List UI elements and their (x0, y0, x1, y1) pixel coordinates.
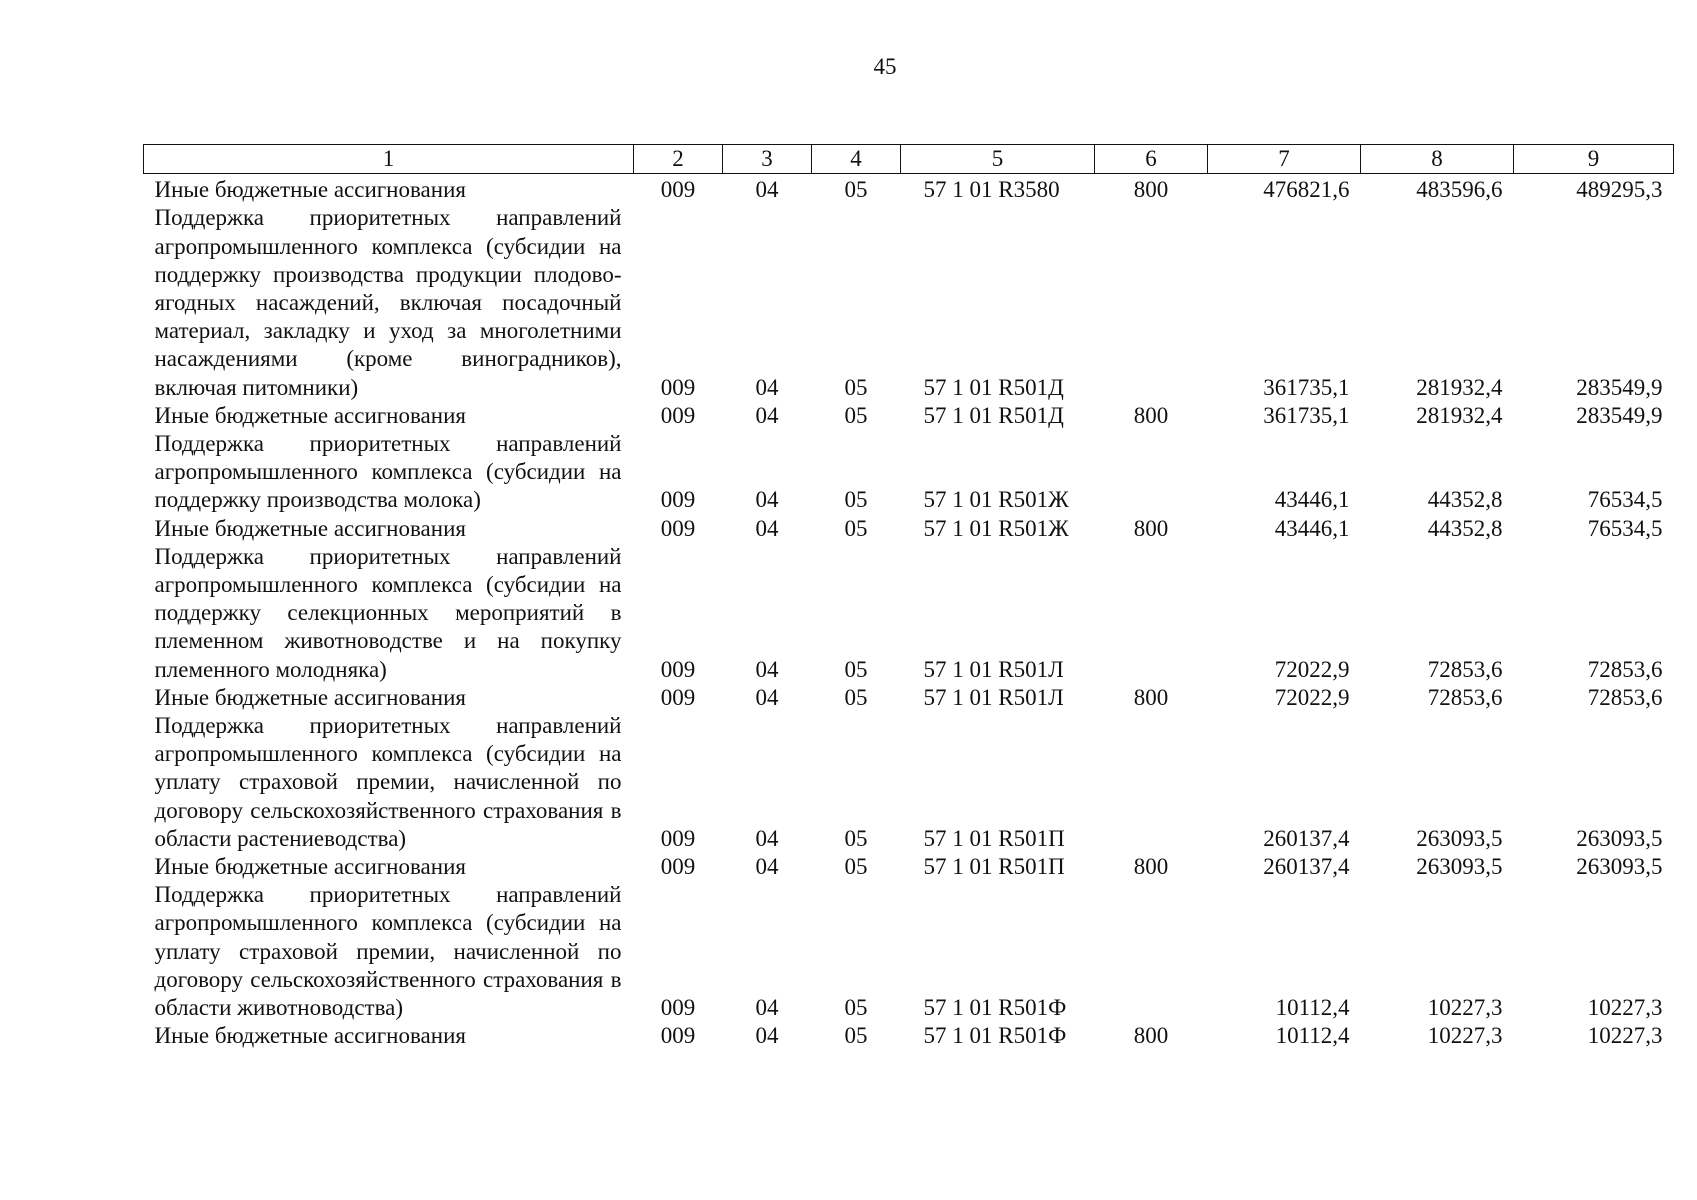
expense-type-code: 800 (1133, 684, 1169, 710)
amount-year-2: 44352,8 (1427, 515, 1503, 541)
row-description: Иные бюджетные ассигнования (154, 402, 466, 428)
target-article-code: 57 1 01 R501Л (923, 656, 1064, 682)
amount-year-3: 76534,5 (1587, 515, 1663, 541)
ministry-code: 009 (660, 684, 696, 710)
amount-year-1: 72022,9 (1274, 656, 1350, 682)
amount-year-3: 263093,5 (1576, 825, 1663, 851)
row-description: Иные бюджетные ассигнования (154, 515, 466, 541)
amount-year-2: 281932,4 (1416, 374, 1503, 400)
row-description: Поддержка приоритетных направлений агропромышленного комплекса (субсидии на поддержку производства продукции плодово-ягодных насаждений, включая посадочный материал, закладку и уход за многолетними насаждениями (кроме виноградников), включая питомники) (154, 205, 622, 400)
section-code: 04 (755, 1023, 779, 1049)
amount-year-3: 283549,9 (1576, 402, 1663, 428)
section-code: 04 (755, 515, 779, 541)
amount-year-2: 483596,6 (1416, 177, 1503, 203)
amount-year-2: 263093,5 (1416, 825, 1503, 851)
row-description: Иные бюджетные ассигнования (154, 177, 466, 203)
section-code: 04 (755, 177, 779, 203)
table-row (144, 430, 1674, 515)
ministry-code: 009 (660, 402, 696, 428)
table-row (144, 204, 1674, 401)
column-header: 2 (634, 145, 723, 174)
table-row (144, 712, 1674, 853)
amount-year-1: 260137,4 (1263, 825, 1350, 851)
column-header: 3 (723, 145, 812, 174)
ministry-code: 009 (660, 995, 696, 1021)
section-code: 04 (755, 402, 779, 428)
expense-type-code: 800 (1133, 402, 1169, 428)
ministry-code: 009 (660, 656, 696, 682)
amount-year-2: 263093,5 (1416, 854, 1503, 880)
table-row (144, 515, 1674, 543)
amount-year-3: 283549,9 (1576, 374, 1663, 400)
target-article-code: 57 1 01 R501Л (923, 684, 1064, 710)
section-code: 04 (755, 374, 779, 400)
subsection-code: 05 (844, 487, 868, 513)
amount-year-1: 260137,4 (1263, 854, 1350, 880)
table-header (144, 145, 1674, 174)
table-row (144, 402, 1674, 430)
amount-year-2: 281932,4 (1416, 402, 1503, 428)
table-row (144, 174, 1674, 205)
subsection-code: 05 (844, 402, 868, 428)
subsection-code: 05 (844, 684, 868, 710)
amount-year-2: 72853,6 (1427, 684, 1503, 710)
ministry-code: 009 (660, 825, 696, 851)
amount-year-2: 10227,3 (1427, 995, 1503, 1021)
target-article-code: 57 1 01 R501П (923, 825, 1065, 851)
target-article-code: 57 1 01 R501Д (923, 402, 1064, 428)
expense-type-code: 800 (1133, 1023, 1169, 1049)
amount-year-1: 476821,6 (1263, 177, 1350, 203)
column-header: 4 (812, 145, 901, 174)
target-article-code: 57 1 01 R501П (923, 854, 1065, 880)
subsection-code: 05 (844, 374, 868, 400)
section-code: 04 (755, 656, 779, 682)
amount-year-1: 43446,1 (1274, 487, 1350, 513)
row-description: Поддержка приоритетных направлений агропромышленного комплекса (субсидии на поддержку производства молока) (154, 431, 622, 513)
expense-type-code (1095, 881, 1208, 1022)
subsection-code: 05 (844, 656, 868, 682)
expense-type-code: 800 (1133, 177, 1169, 203)
row-description: Поддержка приоритетных направлений агропромышленного комплекса (субсидии на уплату страховой премии, начисленной по договору сельскохозяйственного страхования в области животноводства) (154, 882, 622, 1021)
amount-year-2: 44352,8 (1427, 487, 1503, 513)
row-description: Иные бюджетные ассигнования (154, 1023, 466, 1049)
table-body (144, 174, 1674, 1051)
target-article-code: 57 1 01 R501Д (923, 374, 1064, 400)
amount-year-3: 76534,5 (1587, 487, 1663, 513)
expense-type-code (1095, 204, 1208, 401)
amount-year-3: 72853,6 (1587, 656, 1663, 682)
amount-year-3: 489295,3 (1576, 177, 1663, 203)
expense-type-code: 800 (1133, 854, 1169, 880)
column-header: 7 (1208, 145, 1361, 174)
ministry-code: 009 (660, 177, 696, 203)
expense-type-code: 800 (1133, 515, 1169, 541)
ministry-code: 009 (660, 515, 696, 541)
column-header: 9 (1514, 145, 1674, 174)
expense-type-code (1095, 430, 1208, 515)
table-row (144, 684, 1674, 712)
section-code: 04 (755, 825, 779, 851)
amount-year-1: 10112,4 (1275, 1023, 1350, 1049)
column-header: 5 (901, 145, 1095, 174)
amount-year-1: 72022,9 (1274, 684, 1350, 710)
section-code: 04 (755, 487, 779, 513)
amount-year-1: 10112,4 (1275, 995, 1350, 1021)
page-number: 45 (873, 54, 897, 79)
subsection-code: 05 (844, 515, 868, 541)
row-description: Иные бюджетные ассигнования (154, 684, 466, 710)
amount-year-3: 10227,3 (1587, 995, 1663, 1021)
ministry-code: 009 (660, 854, 696, 880)
expense-type-code (1095, 712, 1208, 853)
target-article-code: 57 1 01 R501Ж (923, 487, 1069, 513)
target-article-code: 57 1 01 R3580 (923, 177, 1060, 203)
table-row (144, 543, 1674, 684)
table-row (144, 881, 1674, 1022)
subsection-code: 05 (844, 177, 868, 203)
section-code: 04 (755, 684, 779, 710)
column-header: 6 (1095, 145, 1208, 174)
table-row (144, 853, 1674, 881)
table-row (144, 1022, 1674, 1050)
target-article-code: 57 1 01 R501Ж (923, 515, 1069, 541)
header-row (144, 145, 1674, 174)
amount-year-1: 361735,1 (1263, 402, 1350, 428)
amount-year-1: 361735,1 (1263, 374, 1350, 400)
amount-year-2: 72853,6 (1427, 656, 1503, 682)
row-description: Поддержка приоритетных направлений агропромышленного комплекса (субсидии на поддержку селекционных мероприятий в племенном животноводстве и на покупку племенного молодняка) (154, 543, 622, 682)
amount-year-3: 72853,6 (1587, 684, 1663, 710)
section-code: 04 (755, 995, 779, 1021)
ministry-code: 009 (660, 374, 696, 400)
amount-year-2: 10227,3 (1427, 1023, 1503, 1049)
expense-type-code (1095, 543, 1208, 684)
subsection-code: 05 (844, 825, 868, 851)
ministry-code: 009 (660, 1023, 696, 1049)
subsection-code: 05 (844, 854, 868, 880)
subsection-code: 05 (844, 1023, 868, 1049)
section-code: 04 (755, 854, 779, 880)
target-article-code: 57 1 01 R501Ф (923, 995, 1067, 1021)
column-header: 1 (144, 145, 634, 174)
ministry-code: 009 (660, 487, 696, 513)
budget-table (143, 144, 1674, 1051)
amount-year-1: 43446,1 (1274, 515, 1350, 541)
row-description: Поддержка приоритетных направлений агропромышленного комплекса (субсидии на уплату страховой премии, начисленной по договору сельскохозяйственного страхования в области растениеводства) (154, 713, 622, 851)
subsection-code: 05 (844, 995, 868, 1021)
row-description: Иные бюджетные ассигнования (154, 854, 466, 880)
amount-year-3: 10227,3 (1587, 1023, 1663, 1049)
target-article-code: 57 1 01 R501Ф (923, 1023, 1067, 1049)
column-header: 8 (1361, 145, 1514, 174)
amount-year-3: 263093,5 (1576, 854, 1663, 880)
